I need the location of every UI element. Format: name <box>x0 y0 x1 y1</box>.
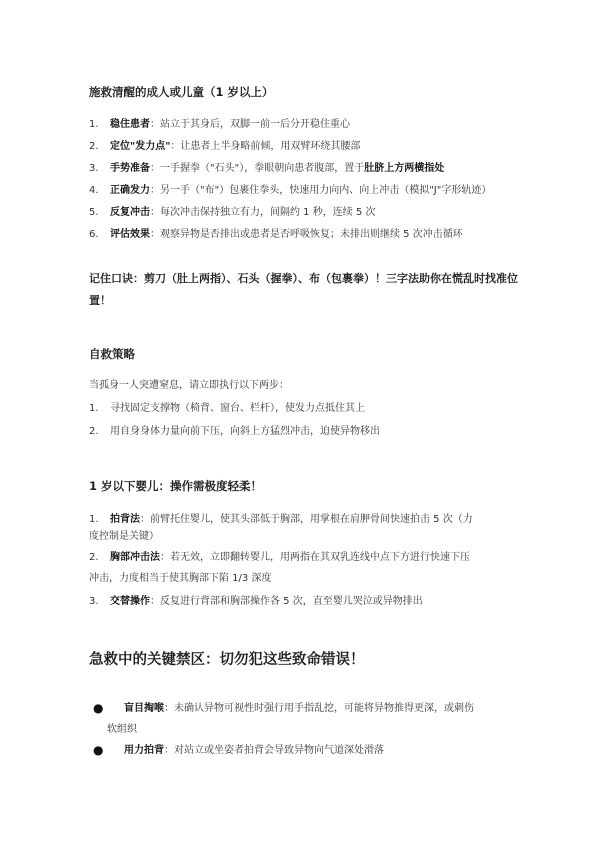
step-text: ：让患者上半身略前倾，用双臂环绕其腰部 <box>170 141 361 152</box>
step-text: ：一手握拳（"石头"），拳眼朝向患者腹部，置于 <box>150 163 365 174</box>
step-label: 胸部冲击法 <box>110 552 160 563</box>
list-item <box>110 118 350 132</box>
section-heading-critical-mistakes: 急救中的关键禁区：切勿犯这些致命错误！ <box>89 652 365 668</box>
step-text: ：前臂托住婴儿，使其头部低于胸部，用掌根在肩胛骨间快速拍击 5 次（力 <box>140 514 473 525</box>
list-item-continuation: 度控制是关键） <box>89 531 159 542</box>
list-number: 2. <box>89 141 99 152</box>
step-text: ：观察异物是否排出或患者是否呼吸恢复；未排出则继续 5 次冲击循环 <box>150 229 463 240</box>
bullet-dot-icon: ● <box>93 743 104 757</box>
list-number: 2. <box>89 552 99 563</box>
bullet-item-continuation: 软组织 <box>107 724 137 735</box>
list-number: 2. <box>89 426 99 437</box>
section-heading-infant: 1 岁以下婴儿：操作需极度轻柔！ <box>89 479 263 493</box>
section-intro: 当孤身一人突遭窒息，请立即执行以下两步： <box>89 380 289 391</box>
step-text: ：另一手（"布"）包裹住拳头，快速用力向内、向上冲击（模拟"J"字形轨迹） <box>150 185 492 196</box>
step-label: 评估效果 <box>110 229 150 240</box>
list-item <box>110 184 491 198</box>
bullet-dot-icon: ● <box>93 701 104 715</box>
list-item-continuation: 冲击，力度相当于使其胸部下陷 1/3 深度 <box>89 573 272 584</box>
step-label: 拍背法 <box>110 514 140 525</box>
list-item: 寻找固定支撑物（椅背、窗台、栏杆），使发力点抵住其上 <box>110 403 365 414</box>
step-text: ：站立于其身后，双脚一前一后分开稳住重心 <box>150 119 350 130</box>
step-label: 交替操作 <box>110 596 150 607</box>
list-item: 用自身身体力量向前下压，向斜上方猛烈冲击，迫使异物移出 <box>110 426 380 437</box>
list-number: 6. <box>89 229 99 240</box>
list-number: 1. <box>89 514 99 525</box>
step-text: ：每次冲击保持独立有力，间隔约 1 秒，连续 5 次 <box>150 207 376 218</box>
step-label: 正确发力 <box>110 185 150 196</box>
list-item <box>110 551 470 565</box>
list-number: 3. <box>89 163 99 174</box>
list-number: 1. <box>89 119 99 130</box>
bullet-text: ：未确认异物可视性时强行用手指乱挖，可能将异物推得更深，或刺伤 <box>164 703 474 714</box>
list-item <box>110 595 423 609</box>
bullet-label: 盲目掏喉 <box>124 703 164 714</box>
step-label: 定位"发力点" <box>110 141 171 152</box>
step-text: ：若无效，立即翻转婴儿，用两指在其双乳连线中点下方进行快速下压 <box>160 552 470 563</box>
step-text: ：反复进行背部和胸部操作各 5 次，直至婴儿哭泣或异物排出 <box>150 596 423 607</box>
list-item <box>110 513 473 527</box>
bullet-item <box>124 702 474 716</box>
mnemonic-line-2: 置！ <box>89 294 111 307</box>
list-item <box>110 228 463 242</box>
list-number: 4. <box>89 185 99 196</box>
bullet-text: ：对站立或坐姿者拍背会导致异物向气道深处滑落 <box>164 745 384 756</box>
step-label-emphasis: 肚脐上方两横指处 <box>364 163 445 174</box>
list-item <box>110 206 375 220</box>
step-label: 手势准备 <box>110 163 150 174</box>
list-number: 1. <box>89 403 99 414</box>
list-number: 3. <box>89 596 99 607</box>
step-label: 反复冲击 <box>110 207 150 218</box>
list-number: 5. <box>89 207 99 218</box>
bullet-label: 用力拍背 <box>124 745 164 756</box>
list-item <box>110 162 444 176</box>
bullet-item <box>124 744 384 758</box>
step-label: 稳住患者 <box>110 119 150 130</box>
list-item <box>110 140 360 154</box>
section-heading-adult-child: 施救清醒的成人或儿童（1 岁以上） <box>89 85 274 99</box>
section-heading-self-rescue: 自救策略 <box>89 347 135 361</box>
mnemonic-line-1: 记住口诀：剪刀（肚上两指）、石头（握拳）、布（包裹拳）！三字法助你在慌乱时找准位 <box>89 272 518 285</box>
